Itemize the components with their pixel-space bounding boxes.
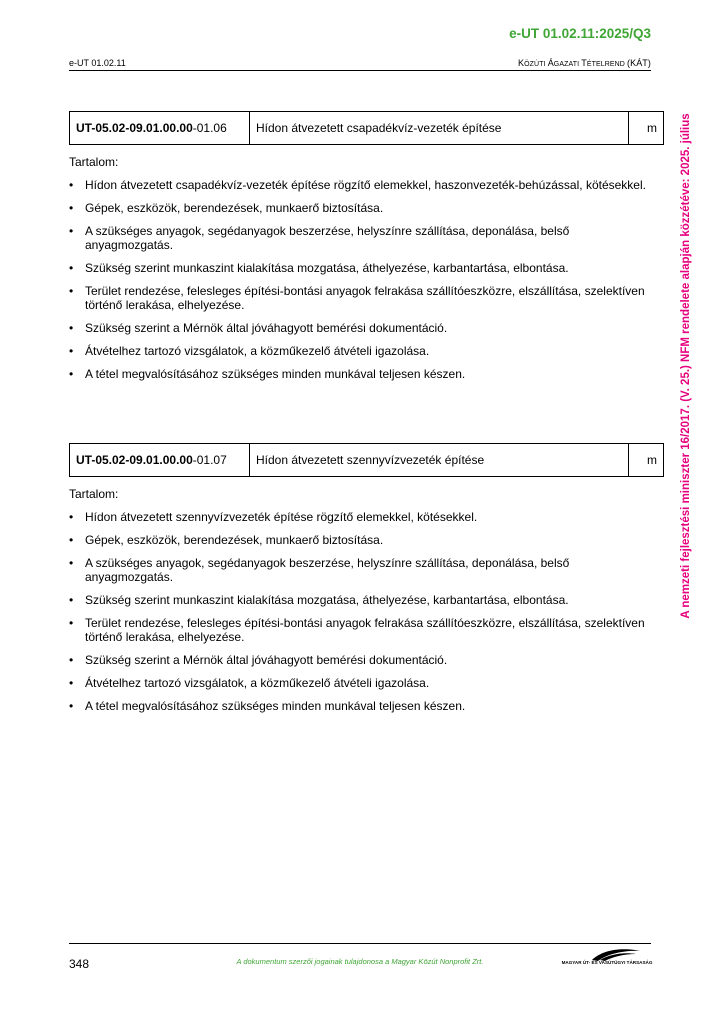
item-title: Hídon átvezetett csapadékvíz-vezeték építése	[250, 112, 629, 145]
list-item: • Szükség szerint a Mérnök által jóváhagyott bemérési dokumentáció.	[69, 653, 649, 667]
header-right: KÖZÚTI ÁGAZATI TÉTELREND (KÁT)	[518, 58, 651, 68]
list-item: • Gépek, eszközök, berendezések, munkaerő biztosítása.	[69, 201, 649, 215]
item-table	[69, 111, 664, 145]
item-title: Hídon átvezetett szennyvízvezeték építése	[250, 444, 629, 477]
list-item: • Átvételhez tartozó vizsgálatok, a közműkezelő átvételi igazolása.	[69, 344, 649, 358]
item-unit: m	[629, 112, 664, 145]
list-item: • A szükséges anyagok, segédanyagok beszerzése, helyszínre szállítása, deponálása, belső anyagmozgatás.	[69, 224, 649, 252]
content-label: Tartalom:	[69, 487, 119, 501]
item-table	[69, 443, 664, 477]
list-item: • Átvételhez tartozó vizsgálatok, a közműkezelő átvételi igazolása.	[69, 676, 649, 690]
document-id: e-UT 01.02.11:2025/Q3	[509, 26, 651, 41]
content-label: Tartalom:	[69, 155, 119, 169]
list-item: • A tétel megvalósításához szükséges minden munkával teljesen készen.	[69, 367, 649, 381]
list-item: • Szükség szerint munkaszint kialakítása mozgatása, áthelyezése, karbantartása, elbontása.	[69, 261, 649, 275]
list-item: • A tétel megvalósításához szükséges minden munkával teljesen készen.	[69, 699, 649, 713]
page-number: 348	[69, 957, 90, 971]
header-left: e-UT 01.02.11	[69, 58, 126, 68]
list-item: • A szükséges anyagok, segédanyagok beszerzése, helyszínre szállítása, deponálása, belső anyagmozgatás.	[69, 556, 649, 584]
list-item: • Terület rendezése, felesleges építési-bontási anyagok felrakása szállítóeszközre, elszállítása, szelektíven történő lerakása, elhelyezése.	[69, 284, 649, 312]
item-unit: m	[629, 444, 664, 477]
list-item: • Gépek, eszközök, berendezések, munkaerő biztosítása.	[69, 533, 649, 547]
list-item: • Szükség szerint munkaszint kialakítása mozgatása, áthelyezése, karbantartása, elbontása.	[69, 593, 649, 607]
item-code: UT-05.02-09.01.00.00-01.06	[70, 112, 250, 145]
content-list	[69, 178, 649, 390]
list-item: • Hídon átvezetett szennyvízvezeték építése rögzítő elemekkel, kötésekkel.	[69, 510, 649, 524]
copyright-note: A dokumentum szerzői jogainak tulajdonosa a Magyar Közút Nonprofit Zrt.	[236, 957, 484, 966]
content-list	[69, 510, 649, 722]
item-code: UT-05.02-09.01.00.00-01.07	[70, 444, 250, 477]
logo-text: MAGYAR ÚT- ÉS VASÚTÜGYI TÁRSASÁG	[561, 960, 653, 965]
list-item: • Hídon átvezetett csapadékvíz-vezeték építése rögzítő elemekkel, haszonvezeték-behúzással, kötésekkel.	[69, 178, 649, 192]
header-rule	[69, 70, 651, 71]
side-note: A nemzeti fejlesztési miniszter 16/2017. (V. 25.) NFM rendelete alapján közzétéve: 2025. július	[680, 113, 692, 619]
list-item: • Terület rendezése, felesleges építési-bontási anyagok felrakása szállítóeszközre, elszállítása, szelektíven történő lerakása, elhelyezése.	[69, 616, 649, 644]
list-item: • Szükség szerint a Mérnök által jóváhagyott bemérési dokumentáció.	[69, 321, 649, 335]
footer-rule	[69, 943, 651, 944]
road-swoosh-icon	[562, 945, 654, 969]
